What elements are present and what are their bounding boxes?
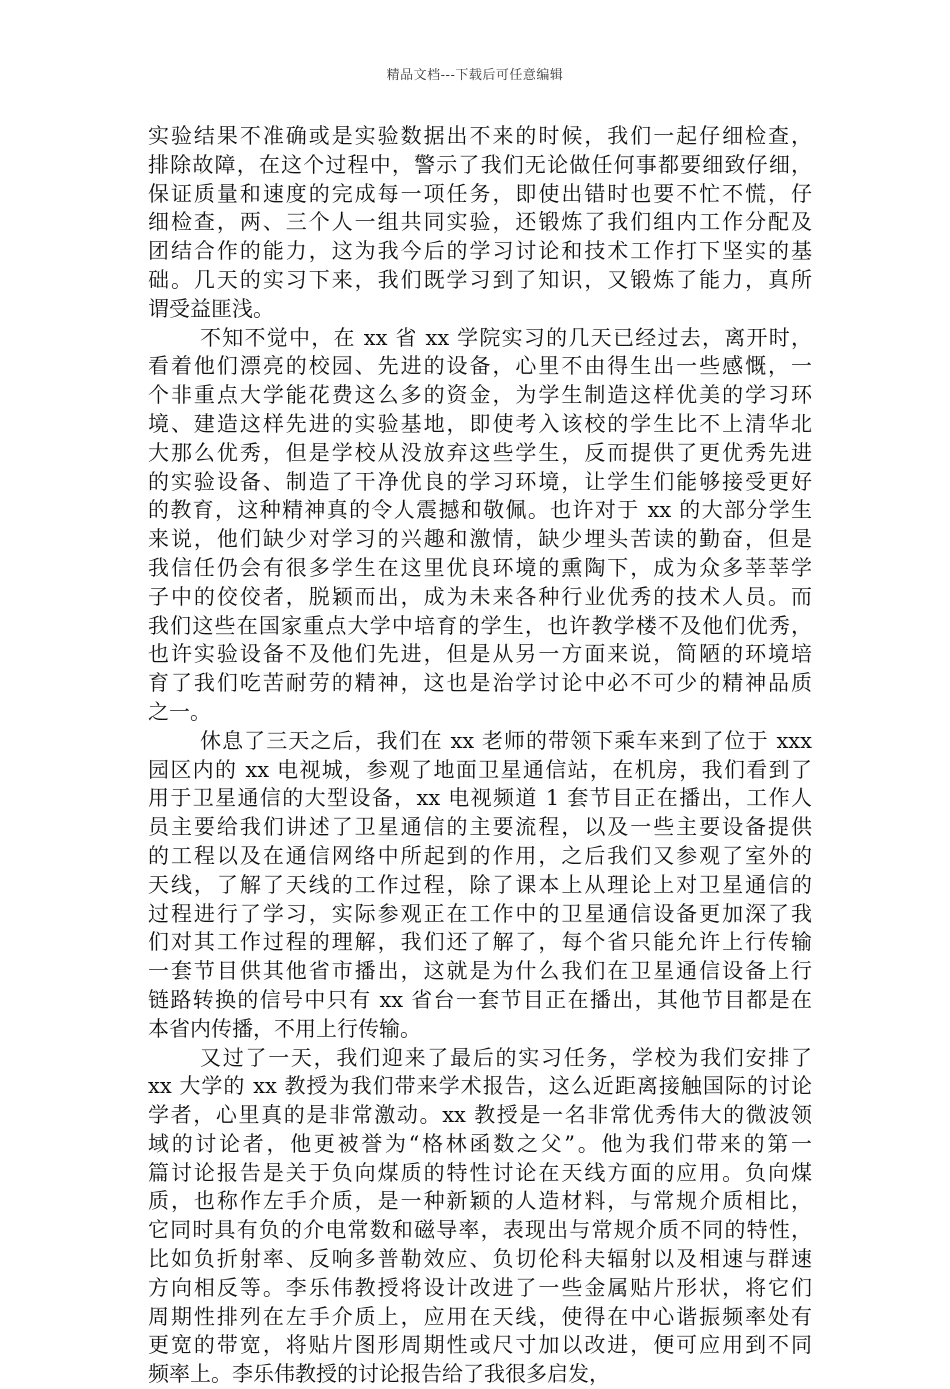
text-line: 园区内的 xx 电视城，参观了地面卫星通信站，在机房，我们看到了 (148, 756, 812, 785)
text-line: 的实验设备、制造了干净优良的学习环境，让学生们能够接受更好 (148, 468, 812, 497)
text-line: 不知不觉中，在 xx 省 xx 学院实习的几天已经过去，离开时， (148, 324, 812, 353)
text-line: 方向相反等。李乐伟教授将设计改进了一些金属贴片形状，将它们 (148, 1274, 812, 1303)
text-line: 用于卫星通信的大型设备，xx 电视频道 1 套节目正在播出，工作人 (148, 784, 812, 813)
text-line: 链路转换的信号中只有 xx 省台一套节目正在播出，其他节目都是在 (148, 986, 812, 1015)
text-line: 来说，他们缺少对学习的兴趣和激情，缺少埋头苦读的勤奋，但是 (148, 525, 812, 554)
page-header: 精品文档---下载后可任意编辑 (0, 64, 950, 83)
text-line: 周期性排列在左手介质上，应用在天线，使得在中心谐振频率处有 (148, 1303, 812, 1332)
text-line: 也许实验设备不及他们先进，但是从另一方面来说，简陋的环境培 (148, 640, 812, 669)
text-line: 比如负折射率、反响多普勒效应、负切伦科夫辐射以及相速与群速 (148, 1245, 812, 1274)
text-line: 们对其工作过程的理解，我们还了解了，每个省只能允许上行传输 (148, 928, 812, 957)
text-line: 本省内传播，不用上行传输。 (148, 1015, 812, 1044)
text-line: 排除故障，在这个过程中，警示了我们无论做任何事都要细致仔细， (148, 151, 812, 180)
text-line: 境、建造这样先进的实验基地，即使考入该校的学生比不上清华北 (148, 410, 812, 439)
text-line: 更宽的带宽，将贴片图形周期性或尺寸加以改进，便可应用到不同 (148, 1331, 812, 1360)
text-line: 篇讨论报告是关于负向煤质的特性讨论在天线方面的应用。负向煤 (148, 1159, 812, 1188)
text-line: 员主要给我们讲述了卫星通信的主要流程，以及一些主要设备提供 (148, 813, 812, 842)
text-line: 育了我们吃苦耐劳的精神，这也是治学讨论中必不可少的精神品质 (148, 669, 812, 698)
paragraph-4 (148, 1044, 812, 1389)
text-line: 的工程以及在通信网络中所起到的作用，之后我们又参观了室外的 (148, 842, 812, 871)
text-line: 实验结果不准确或是实验数据出不来的时候，我们一起仔细检查， (148, 122, 812, 151)
text-line: 一套节目供其他省市播出，这就是为什么我们在卫星通信设备上行 (148, 957, 812, 986)
text-line: 它同时具有负的介电常数和磁导率，表现出与常规介质不同的特性， (148, 1216, 812, 1245)
text-line: 子中的佼佼者，脱颖而出，成为未来各种行业优秀的技术人员。而 (148, 583, 812, 612)
paragraph-2 (148, 324, 812, 727)
text-line: 域的讨论者，他更被誉为“格林函数之父”。他为我们带来的第一 (148, 1130, 812, 1159)
text-line: 看着他们漂亮的校园、先进的设备，心里不由得生出一些感慨，一 (148, 352, 812, 381)
text-line: 细检查，两、三个人一组共同实验，还锻炼了我们组内工作分配及 (148, 208, 812, 237)
text-line: 大那么优秀，但是学校从没放弃这些学生，反而提供了更优秀先进 (148, 439, 812, 468)
text-line: 保证质量和速度的完成每一项任务，即使出错时也要不忙不慌，仔 (148, 180, 812, 209)
text-line: xx 大学的 xx 教授为我们带来学术报告，这么近距离接触国际的讨论 (148, 1072, 812, 1101)
text-line: 我们这些在国家重点大学中培育的学生，也许教学楼不及他们优秀， (148, 612, 812, 641)
document-body (148, 122, 812, 1389)
text-line: 天线，了解了天线的工作过程，除了课本上从理论上对卫星通信的 (148, 871, 812, 900)
paragraph-3 (148, 727, 812, 1044)
text-line: 个非重点大学能花费这么多的资金，为学生制造这样优美的学习环 (148, 381, 812, 410)
text-line: 我信任仍会有很多学生在这里优良环境的熏陶下，成为众多莘莘学 (148, 554, 812, 583)
text-line: 休息了三天之后，我们在 xx 老师的带领下乘车来到了位于 xxx (148, 727, 812, 756)
text-line: 谓受益匪浅。 (148, 295, 812, 324)
text-line: 过程进行了学习，实际参观正在工作中的卫星通信设备更加深了我 (148, 900, 812, 929)
text-line: 又过了一天，我们迎来了最后的实习任务，学校为我们安排了 (148, 1044, 812, 1073)
text-line: 频率上。李乐伟教授的讨论报告给了我很多启发， (148, 1360, 812, 1389)
text-line: 础。几天的实习下来，我们既学习到了知识，又锻炼了能力，真所 (148, 266, 812, 295)
text-line: 团结合作的能力，这为我今后的学习讨论和技术工作打下坚实的基 (148, 237, 812, 266)
text-line: 学者，心里真的是非常激动。xx 教授是一名非常优秀伟大的微波领 (148, 1101, 812, 1130)
text-line: 的教育，这种精神真的令人震撼和敬佩。也许对于 xx 的大部分学生 (148, 496, 812, 525)
paragraph-1 (148, 122, 812, 324)
text-line: 之一。 (148, 698, 812, 727)
text-line: 质，也称作左手介质，是一种新颖的人造材料，与常规介质相比， (148, 1187, 812, 1216)
